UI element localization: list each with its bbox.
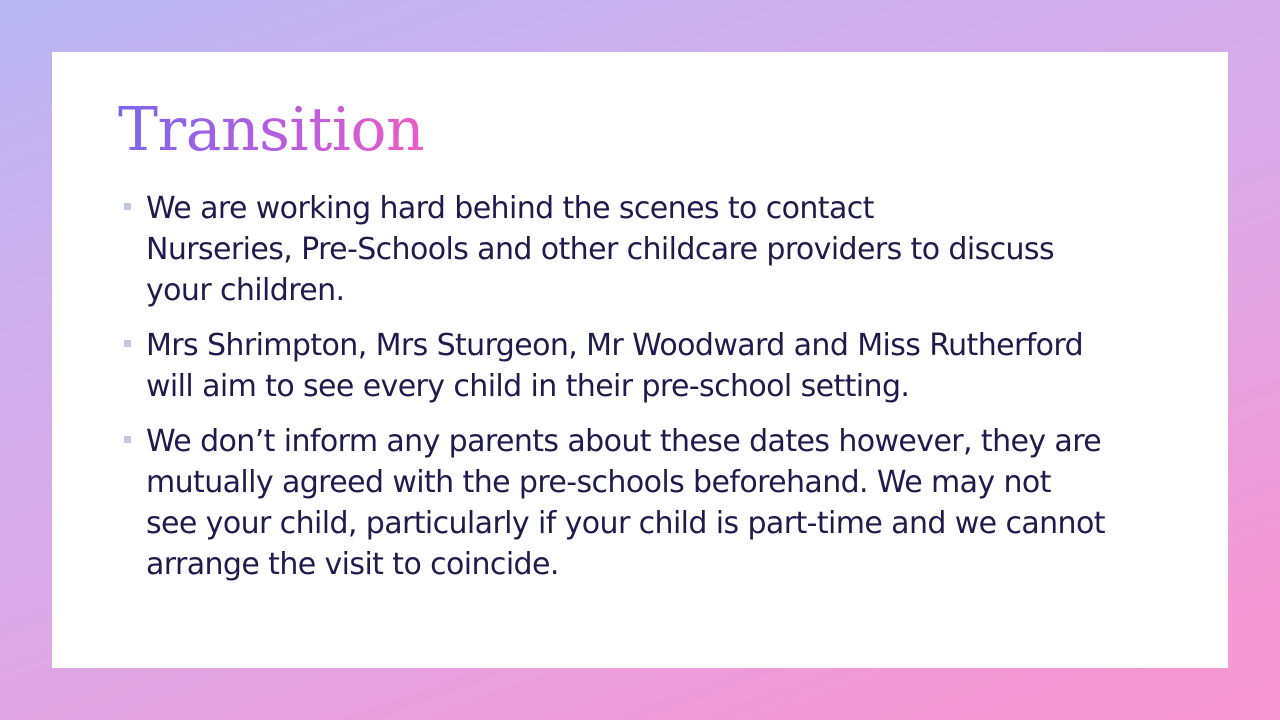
bullet-square-icon (124, 340, 131, 347)
bullet-item (122, 188, 1202, 311)
bullet-text: We are working hard behind the scenes to contact Nurseries, Pre-Schools and other childcare providers to discuss your children. (146, 191, 1054, 308)
bullet-item (122, 325, 1202, 407)
bullet-square-icon (124, 203, 131, 210)
slide-card (52, 52, 1228, 668)
bullet-square-icon (124, 436, 131, 443)
bullet-list (122, 188, 1202, 599)
slide-title: Transition (118, 95, 425, 165)
bullet-text: We don’t inform any parents about these dates however, they are mutually agreed with the pre-schools beforehand. We may not see your child, particularly if your child is part-time and we cannot arrange the visit to coincide. (146, 424, 1105, 582)
bullet-item (122, 421, 1202, 585)
bullet-text: Mrs Shrimpton, Mrs Sturgeon, Mr Woodward and Miss Rutherford will aim to see every child in their pre-school setting. (146, 328, 1084, 404)
